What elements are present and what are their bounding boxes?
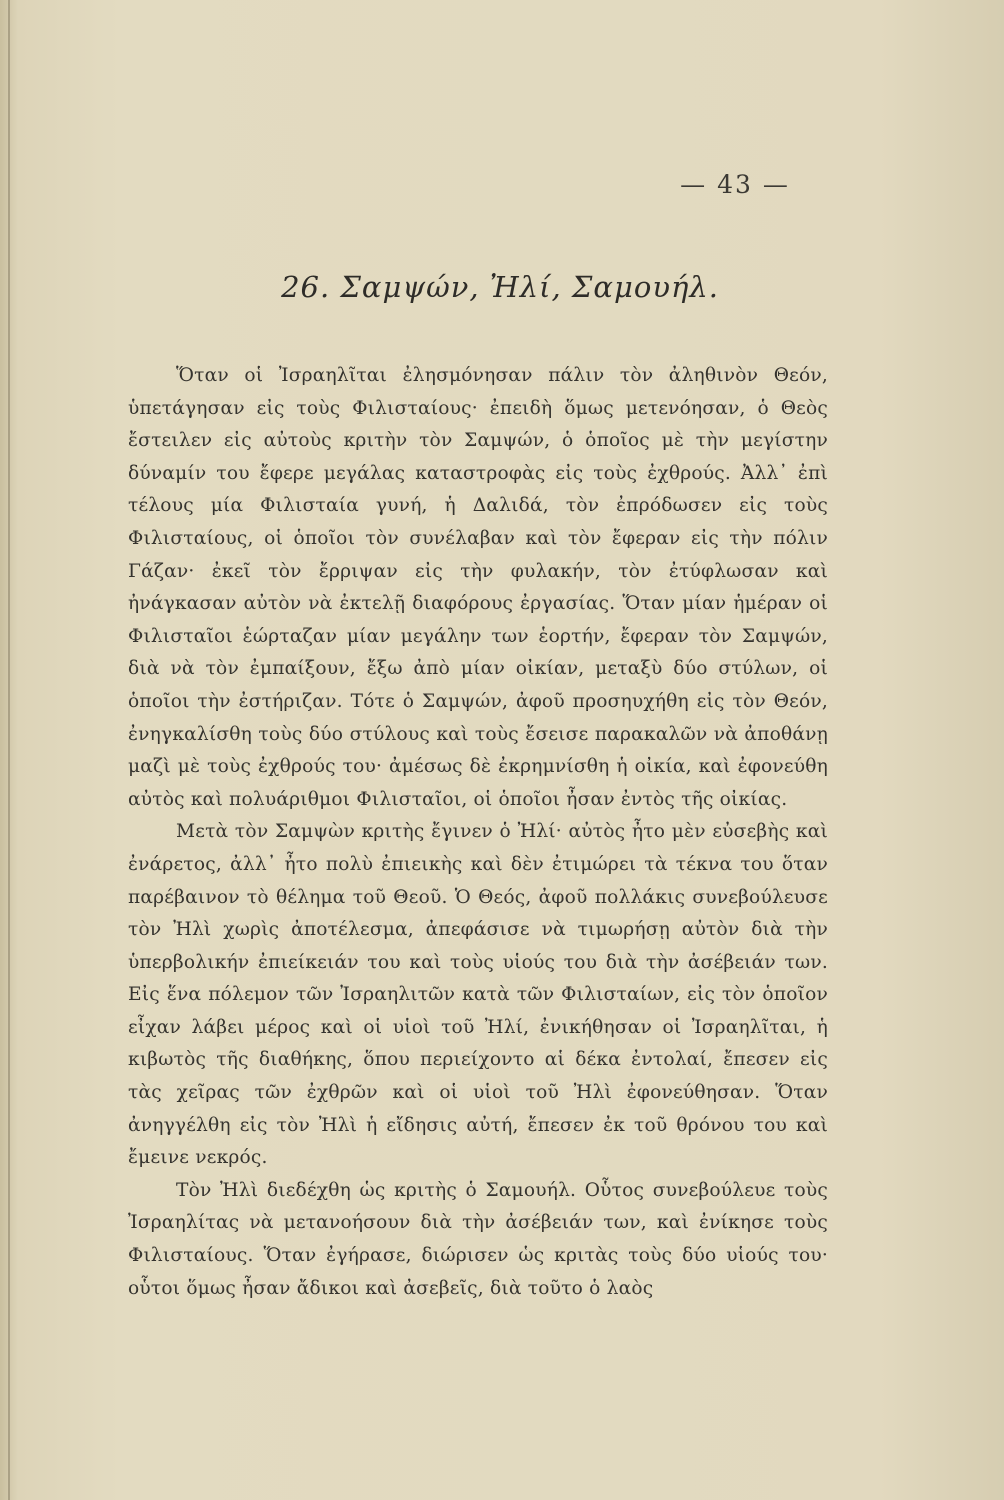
body-text	[128, 360, 828, 1305]
binding-edge	[8, 0, 10, 1500]
page-number: — 43 —	[680, 170, 790, 199]
chapter-title: 26. Σαμψών, Ἠλί, Σαμουήλ.	[281, 270, 719, 304]
paragraph-samuel: Τὸν Ἠλὶ διεδέχθη ὡς κριτὴς ὁ Σαμουήλ. Οὗτος συνεβούλευε τοὺς Ἰσραηλίτας νὰ μετανοήσουν διὰ τὴν ἀσέβειάν των, καὶ ἐνίκησε τοὺς Φιλισταίους. Ὅταν ἐγήρασε, διώρισεν ὡς κριτὰς τοὺς δύο υἱούς του· οὗτοι ὅμως ἦσαν ἄδικοι καὶ ἀσεβεῖς, διὰ τοῦτο ὁ λαὸς	[128, 1179, 828, 1299]
paragraph-eli: Μετὰ τὸν Σαμψὼν κριτὴς ἔγινεν ὁ Ἠλί· αὐτὸς ἦτο μὲν εὐσεβὴς καὶ ἐνάρετος, ἀλλ᾽ ἦτο πολὺ ἐπιεικὴς καὶ δὲν ἐτιμώρει τὰ τέκνα του ὅταν παρέβαινον τὸ θέλημα τοῦ Θεοῦ. Ὁ Θεός, ἀφοῦ πολλάκις συνεβούλευσε τὸν Ἠλὶ χωρὶς ἀποτέλεσμα, ἀπεφάσισε νὰ τιμωρήσῃ αὐτὸν διὰ τὴν ὑπερβολικήν ἐπιείκειάν του καὶ τοὺς υἱούς του διὰ τὴν ἀσέβειάν των. Εἰς ἕνα πόλεμον τῶν Ἰσραηλιτῶν κατὰ τῶν Φιλισταίων, εἰς τὸν ὁποῖον εἶχαν λάβει μέρος καὶ οἱ υἱοὶ τοῦ Ἠλί, ἐνικήθησαν οἱ Ἰσραηλῖται, ἡ κιβωτὸς τῆς διαθήκης, ὅπου περιείχοντο αἱ δέκα ἐντολαί, ἔπεσεν εἰς τὰς χεῖρας τῶν ἐχθρῶν καὶ οἱ υἱοὶ τοῦ Ἠλὶ ἐφονεύθησαν. Ὅταν ἀνηγγέλθη εἰς τὸν Ἠλὶ ἡ εἴδησις αὐτή, ἔπεσεν ἐκ τοῦ θρόνου του καὶ ἔμεινε νεκρός.	[128, 821, 828, 1169]
paragraph-samson: Ὅταν οἱ Ἰσραηλῖται ἐλησμόνησαν πάλιν τὸν ἀληθινὸν Θεόν, ὑπετάγησαν εἰς τοὺς Φιλισταίους· ἐπειδὴ ὅμως μετενόησαν, ὁ Θεὸς ἔστειλεν εἰς αὐτοὺς κριτὴν τὸν Σαμψών, ὁ ὁποῖος μὲ τὴν μεγίστην δύναμίν του ἔφερε μεγάλας καταστροφὰς εἰς τοὺς ἐχθρούς. Ἀλλ᾽ ἐπὶ τέλους μία Φιλισταία γυνή, ἡ Δαλιδά, τὸν ἐπρόδωσεν εἰς τοὺς Φιλισταίους, οἱ ὁποῖοι τὸν συνέλαβαν καὶ τὸν ἔφεραν εἰς τὴν πόλιν Γάζαν· ἐκεῖ τὸν ἔρριψαν εἰς τὴν φυλακήν, τὸν ἐτύφλωσαν καὶ ἠνάγκασαν αὐτὸν νὰ ἐκτελῇ διαφόρους ἐργασίας. Ὅταν μίαν ἡμέραν οἱ Φιλισταῖοι ἑώρταζαν μίαν μεγάλην των ἑορτήν, ἔφεραν τὸν Σαμψών, διὰ νὰ τὸν ἐμπαίξουν, ἔξω ἀπὸ μίαν οἰκίαν, μεταξὺ δύο στύλων, οἱ ὁποῖοι τὴν ἐστήριζαν. Τότε ὁ Σαμψών, ἀφοῦ προσηυχήθη εἰς τὸν Θεόν, ἐνηγκαλίσθη τοὺς δύο στύλους καὶ τοὺς ἔσεισε παρακαλῶν νὰ ἀποθάνῃ μαζὶ μὲ τοὺς ἐχθρούς του· ἀμέσως δὲ ἐκρημνίσθη ἡ οἰκία, καὶ ἐφονεύθη αὐτὸς καὶ πολυάριθμοι Φιλισταῖοι, οἱ ὁποῖοι ἦσαν ἐντὸς τῆς οἰκίας.	[128, 365, 828, 810]
